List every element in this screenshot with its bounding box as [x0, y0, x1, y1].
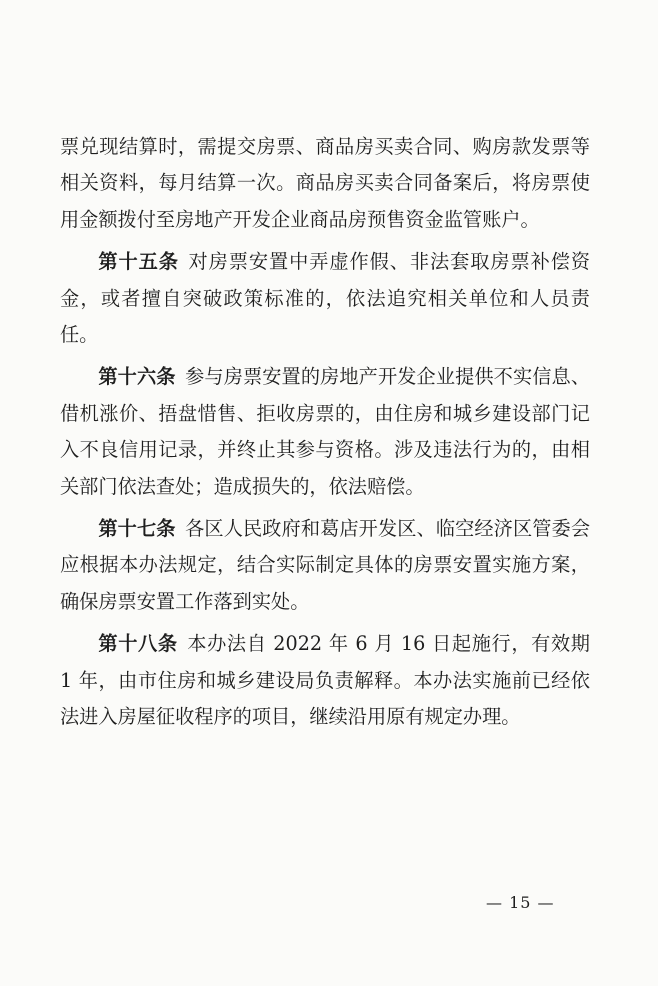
article-text: 各区人民政府和葛店开发区、临空经济区管委会应根据本办法规定，结合实际制定具体的房票安置实施方案，确保房票安置工作落到实处。 [60, 517, 591, 613]
page-number: — 15 — [486, 893, 555, 912]
continuation-paragraph: 票兑现结算时，需提交房票、商品房买卖合同、购房款发票等相关资料，每月结算一次。商品房买卖合同备案后，将房票使用金额拨付至房地产开发企业商品房预售资金监管账户。 [60, 135, 590, 231]
article-title: 第十五条 [98, 250, 179, 274]
article-text: 对房票安置中弄虚作假、非法套取房票补偿资金，或者擅自突破政策标准的，依法追究相关单位和人员责任。 [60, 250, 591, 347]
article-title: 第十七条 [98, 517, 176, 541]
article-16 [60, 359, 590, 505]
article-title: 第十六条 [98, 365, 176, 389]
document-body [60, 129, 590, 736]
article-text: 本办法自 2022 年 6 月 16 日起施行，有效期 1 年，由市住房和城乡建设局负责解释。本办法实施前已经依法进入房屋征收程序的项目，继续沿用原有规定办理。 [60, 632, 590, 729]
article-18 [60, 626, 590, 735]
article-title: 第十八条 [98, 632, 178, 656]
article-text: 参与房票安置的房地产开发企业提供不实信息、借机涨价、捂盘惜售、拒收房票的，由住房和城乡建设部门记入不良信用记录，并终止其参与资格。涉及违法行为的，由相关部门依法查处；造成损失的，依法赔偿。 [60, 365, 591, 498]
article-15 [60, 244, 590, 353]
article-17 [60, 511, 590, 620]
